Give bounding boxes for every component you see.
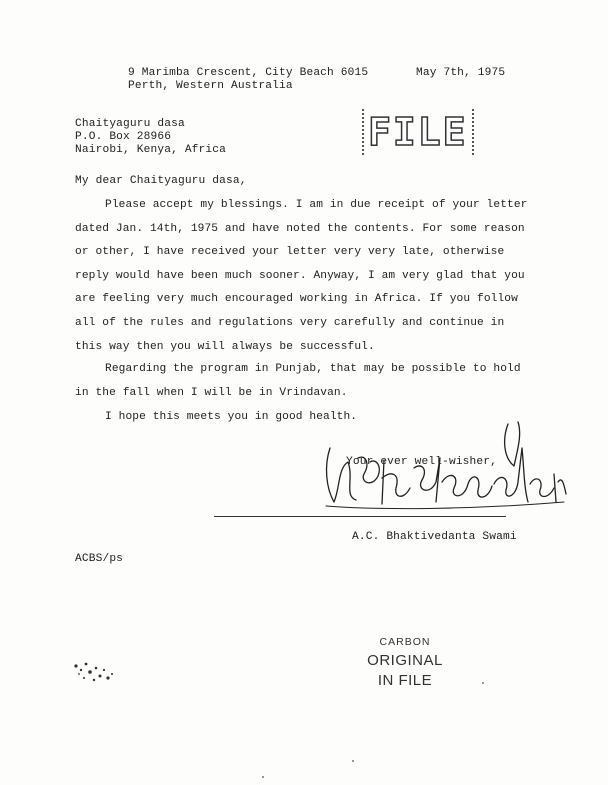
carbon-stamp-line3: IN FILE bbox=[377, 672, 433, 689]
paragraph-3: I hope this meets you in good health. bbox=[105, 411, 358, 423]
letter-date: May 7th, 1975 bbox=[416, 67, 506, 79]
paragraph-2: Regarding the program in Punjab, that may be possible to hold in the fall when I will be in Vrindavan. bbox=[75, 363, 521, 399]
paper-speck bbox=[482, 682, 484, 684]
sender-address-line2: Perth, Western Australia bbox=[128, 80, 293, 92]
handwritten-signature bbox=[318, 418, 568, 523]
letter-body bbox=[75, 194, 535, 359]
signatory-name: A.C. Bhaktivedanta Swami bbox=[352, 531, 517, 543]
recipient-box: P.O. Box 28966 bbox=[75, 131, 172, 143]
closing: Your ever well-wisher, bbox=[346, 456, 497, 468]
salutation: My dear Chaityaguru dasa, bbox=[75, 175, 247, 187]
recipient-name: Chaityaguru dasa bbox=[75, 118, 185, 130]
signature-rule bbox=[214, 516, 506, 517]
carbon-stamp-line2: ORIGINAL bbox=[367, 652, 443, 669]
ink-smudge bbox=[70, 656, 120, 692]
file-stamp: FILE bbox=[362, 109, 474, 155]
paper-speck bbox=[262, 776, 264, 778]
reference-initials: ACBS/ps bbox=[75, 553, 124, 565]
paper-speck bbox=[352, 760, 354, 762]
paragraph-1: Please accept my blessings. I am in due receipt of your letter dated Jan. 14th, 1975 and have noted the contents. For some reason or other, I have received your letter very very late, otherwise reply would have been much sooner. Anyway, I am very glad that you are feeling very much encouraged working in Africa. If you follow all of the rules and regulations very carefully and continue in this way then you will always be successful. bbox=[75, 199, 528, 353]
sender-address-line1: 9 Marimba Crescent, City Beach 6015 bbox=[128, 67, 369, 79]
recipient-city: Nairobi, Kenya, Africa bbox=[75, 144, 226, 156]
letter-body-2 bbox=[75, 358, 535, 405]
carbon-stamp-line1: CARBON bbox=[379, 636, 431, 648]
